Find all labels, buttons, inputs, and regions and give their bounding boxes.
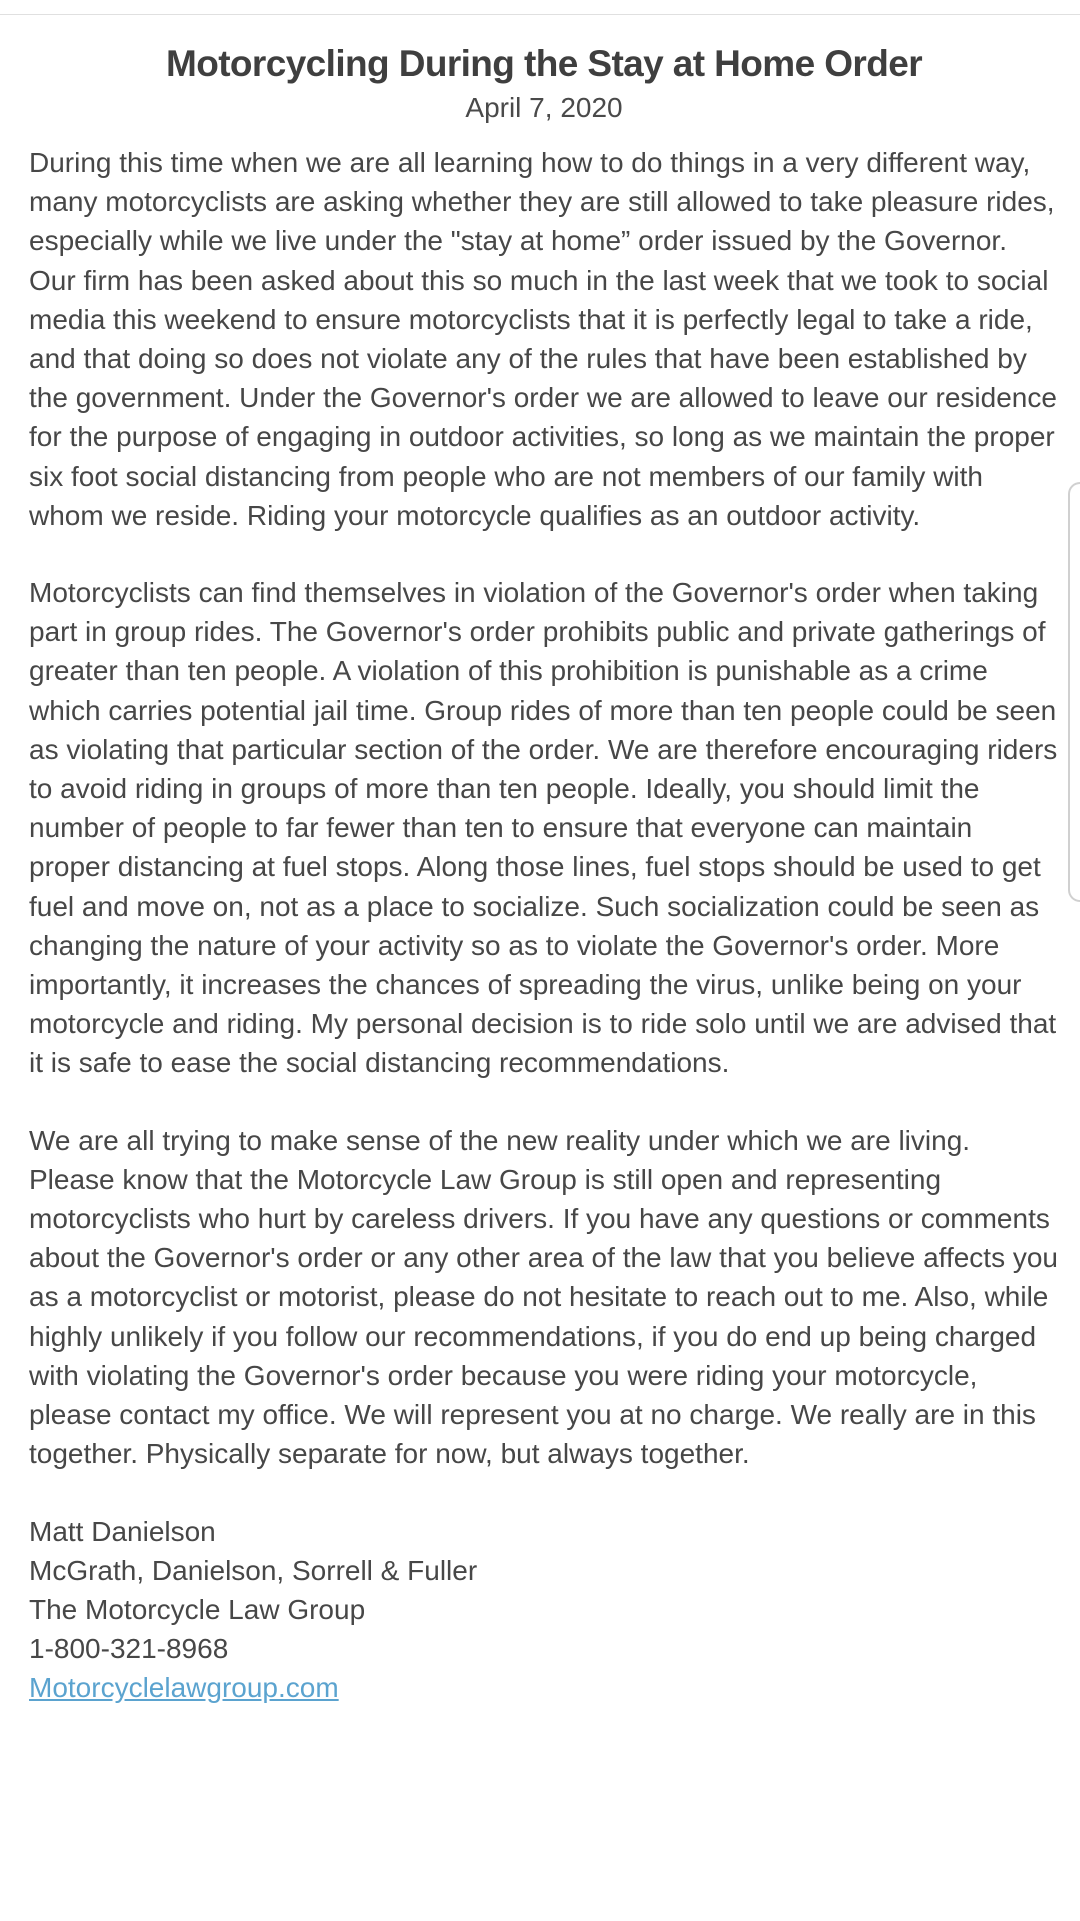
document-title: Motorcycling During the Stay at Home Order <box>165 43 923 84</box>
signature-group: The Motorcycle Law Group <box>29 1593 366 1625</box>
paragraph-3: We are all trying to make sense of the new reality under which we are living. Please know that the Motorcycle Law Group is still open and representing motorcyclists who hurt by careless drivers. If you have any questions or comments about the Governor's order or any other area of the law that you believe affects you as a motorcyclist or motorist, please do not hesitate to reach out to me. Also, while highly unlikely if you follow our recommendations, if you do end up being charged with violating the Governor's order because you were riding your motorcycle, please contact my office. We will represent you at no charge. We really are in this together. Physically separate for now, but always together. <box>29 1124 1058 1470</box>
paragraph-2: Motorcyclists can find themselves in violation of the Governor's order when taking part in group rides. The Governor's order prohibits public and private gatherings of greater than ten people. A violation of this prohibition is punishable as a crime which carries potential jail time. Group rides of more than ten people could be seen as violating that particular section of the order. We are therefore encouraging riders to avoid riding in groups of more than ten people. Ideally, you should limit the number of people to far fewer than ten to ensure that everyone can maintain proper distancing at fuel stops. Along those lines, fuel stops should be used to get fuel and move on, not as a place to socialize. Such socialization could be seen as changing the nature of your activity so as to violate the Governor's order. More importantly, it increases the chances of spreading the virus, unlike being on your motorcycle and riding. My personal decision is to ride solo until we are advised that it is safe to ease the social distancing recommendations. <box>29 577 1058 1079</box>
signature-name: Matt Danielson <box>29 1515 216 1547</box>
top-divider <box>0 14 1080 15</box>
paragraph-1: During this time when we are all learning how to do things in a very different way, many motorcyclists are asking whether they are still allowed to take pleasure rides, especially while we live under the "stay at home” order issued by the Governor. Our firm has been asked about this so much in the last week that we took to social media this weekend to ensure motorcyclists that it is perfectly legal to take a ride, and that doing so does not violate any of the rules that have been established by the government. Under the Governor's order we are allowed to leave our residence for the purpose of engaging in outdoor activities, so long as we maintain the proper six foot social distancing from people who are not members of our family with whom we reside. Riding your motorcycle qualifies as an outdoor activity. <box>29 147 1057 531</box>
signature-block <box>29 1512 1059 1708</box>
website-link[interactable]: Motorcyclelawgroup.com <box>29 1672 339 1704</box>
document <box>29 38 1059 1708</box>
signature-phone: 1-800-321-8968 <box>29 1633 229 1665</box>
signature-firm: McGrath, Danielson, Sorrell & Fuller <box>29 1554 478 1586</box>
scroll-indicator[interactable] <box>1068 482 1080 902</box>
document-date: April 7, 2020 <box>465 92 623 123</box>
